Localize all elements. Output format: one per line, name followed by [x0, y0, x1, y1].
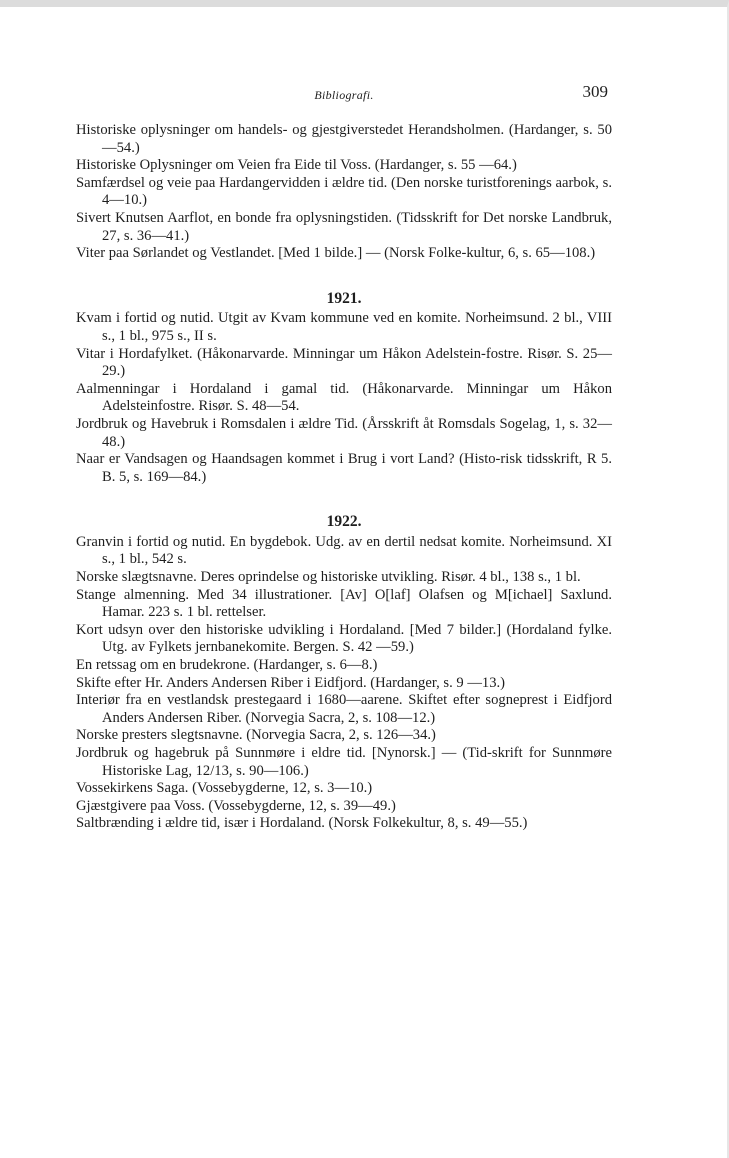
- bibliography-entry: Naar er Vandsagen og Haandsagen kommet i Brug i vort Land? (Histo-risk tidsskrift, R 5. B. 5, s. 169—84.): [76, 451, 612, 485]
- bibliography-entry: Aalmenningar i Hordaland i gamal tid. (Håkonarvarde. Minningar um Håkon Adelsteinfostre. Risør. S. 48—54.: [76, 380, 612, 415]
- bibliography-entry: Kvam i fortid og nutid. Utgit av Kvam kommune ved en komite. Norheimsund. 2 bl., VIII s., 1 bl., 975 s., II s.: [76, 310, 612, 344]
- bibliography-entry: Jordbruk og hagebruk på Sunnmøre i eldre tid. [Nynorsk.] — (Tid-skrift for Sunnmøre Historiske Lag, 12/13, s. 90—106.): [76, 745, 612, 779]
- bibliography-entry: Norske presters slegtsnavne. (Norvegia Sacra, 2, s. 126—34.): [76, 727, 436, 744]
- bibliography-entry: Vossekirkens Saga. (Vossebygderne, 12, s. 3—10.): [76, 780, 373, 797]
- bibliography-entry: Skifte efter Hr. Anders Andersen Riber i Eidfjord. (Hardanger, s. 9 —13.): [76, 674, 506, 691]
- bibliography-entry: Saltbrænding i ældre tid, især i Hordaland. (Norsk Folkekultur, 8, s. 49—55.): [76, 815, 528, 832]
- year-heading: 1921.: [326, 289, 362, 307]
- bibliography-list: [76, 122, 612, 833]
- bibliography-entry: Norske slægtsnavne. Deres oprindelse og historiske utvikling. Risør. 4 bl., 138 s., 1 bl.: [76, 569, 581, 586]
- bibliography-entry: Viter paa Sørlandet og Vestlandet. [Med 1 bilde.] — (Norsk Folke-kultur, 6, s. 65—108.): [76, 245, 596, 262]
- bibliography-entry: En retssag om en brudekrone. (Hardanger, s. 6—8.): [76, 657, 378, 674]
- bibliography-entry: Gjæstgivere paa Voss. (Vossebygderne, 12, s. 39—49.): [76, 797, 396, 814]
- bibliography-entry: Samfærdsel og veie paa Hardangervidden i ældre tid. (Den norske turistforenings aarbok, s. 4—10.): [76, 174, 612, 209]
- bibliography-entry: Kort udsyn over den historiske udvikling i Hordaland. [Med 7 bilder.] (Hordaland fylke. Utg. av Fylkets jernbanekomite. Bergen. S. 42 —59.): [76, 621, 612, 656]
- bibliography-entry: Jordbruk og Havebruk i Romsdalen i ældre Tid. (Årsskrift åt Romsdals Sogelag, 1, s. 32—48.): [76, 415, 612, 450]
- bibliography-entry: Granvin i fortid og nutid. En bygdebok. Udg. av en dertil nedsat komite. Norheimsund. XI s., 1 bl., 542 s.: [76, 533, 612, 568]
- page-number: 309: [582, 82, 608, 101]
- bibliography-entry: Stange almenning. Med 34 illustrationer. [Av] O[laf] Olafsen og M[ichael] Saxlund. Hamar. 223 s. 1 bl. rettelser.: [76, 586, 612, 621]
- bibliography-entry: Sivert Knutsen Aarflot, en bonde fra oplysningstiden. (Tidsskrift for Det norske Landbruk, 27, s. 36—41.): [76, 209, 612, 244]
- page-header: [76, 80, 612, 110]
- year-heading: 1922.: [326, 513, 362, 531]
- bibliography-entry: Vitar i Hordafylket. (Håkonarvarde. Minningar um Håkon Adelstein-fostre. Risør. S. 25—29.): [76, 345, 612, 380]
- running-title: Bibliografi.: [314, 88, 374, 102]
- bibliography-entry: Historiske Oplysninger om Veien fra Eide til Voss. (Hardanger, s. 55 —64.): [76, 157, 517, 174]
- bibliography-entry: Historiske oplysninger om handels- og gjestgiverstedet Herandsholmen. (Hardanger, s. 50—54.): [76, 122, 612, 156]
- bibliography-entry: Interiør fra en vestlandsk prestegaard i 1680—aarene. Skiftet efter sogneprest i Eidfjord Anders Andersen Riber. (Norvegia Sacra, 2, s. 108—12.): [76, 692, 612, 726]
